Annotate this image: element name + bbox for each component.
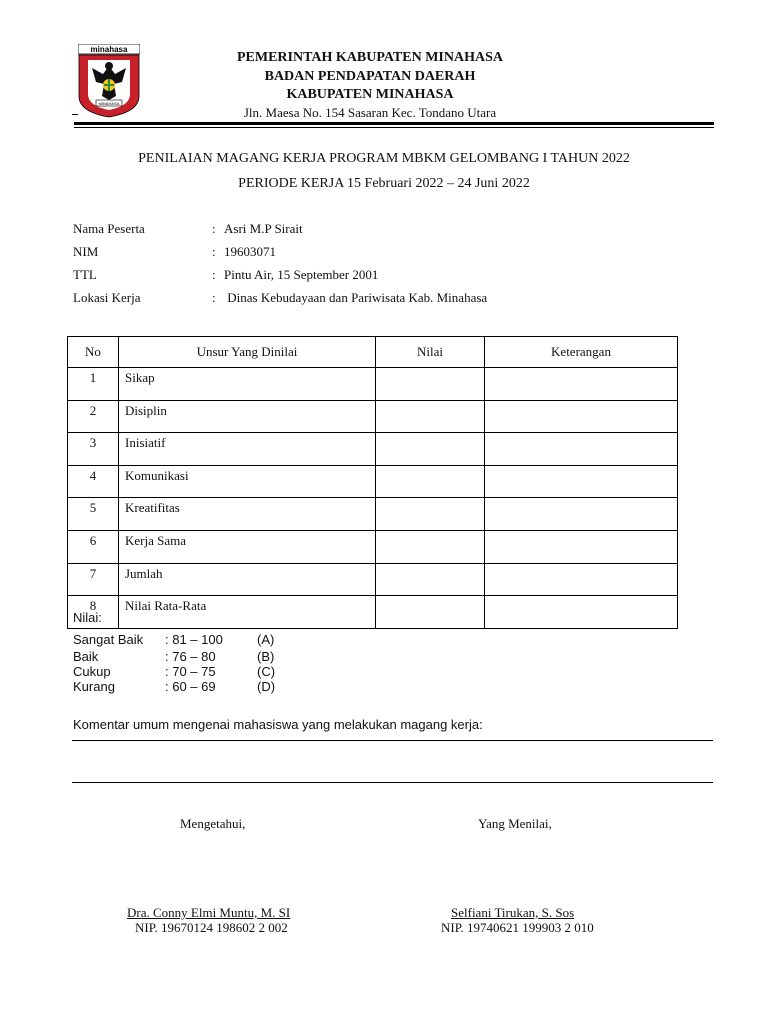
row-keterangan[interactable] — [485, 596, 678, 629]
logo-text: minahasa — [90, 45, 128, 54]
kop-line-3: KABUPATEN MINAHASA — [286, 87, 454, 102]
table-row — [68, 530, 678, 563]
letterhead-rule-thin — [74, 127, 714, 128]
row-keterangan[interactable] — [485, 465, 678, 498]
info-colon: : — [212, 221, 216, 236]
row-unsur: Kerja Sama — [119, 530, 376, 563]
row-keterangan[interactable] — [485, 530, 678, 563]
table-row — [68, 498, 678, 531]
comment-line-2[interactable] — [72, 782, 713, 783]
document-title: PENILAIAN MAGANG KERJA PROGRAM MBKM GELOMBANG I TAHUN 2022 — [138, 151, 630, 166]
table-row — [68, 465, 678, 498]
scale-heading: Nilai: — [73, 610, 102, 625]
scale-grade: (A) — [257, 632, 275, 647]
header-unsur: Unsur Yang Dinilai — [119, 337, 376, 368]
row-unsur: Nilai Rata-Rata — [119, 596, 376, 629]
row-no: 6 — [68, 530, 119, 563]
row-nilai[interactable] — [376, 498, 485, 531]
logo-banner: MINAHASA — [98, 101, 120, 106]
comment-label: Komentar umum mengenai mahasiswa yang melakukan magang kerja: — [73, 717, 483, 732]
header-nilai: Nilai — [376, 337, 485, 368]
header-no: No — [68, 337, 119, 368]
table-row — [68, 368, 678, 401]
row-unsur: Jumlah — [119, 563, 376, 596]
signature-right-name: Selfiani Tirukan, S. Sos — [451, 905, 575, 920]
scale-range: : 81 – 100 — [165, 632, 223, 647]
row-nilai[interactable] — [376, 368, 485, 401]
row-nilai[interactable] — [376, 563, 485, 596]
row-unsur: Disiplin — [119, 400, 376, 433]
row-keterangan[interactable] — [485, 400, 678, 433]
info-label-nama: Nama Peserta — [73, 221, 145, 236]
scale-range: : 76 – 80 — [165, 649, 216, 664]
row-keterangan[interactable] — [485, 563, 678, 596]
row-nilai[interactable] — [376, 400, 485, 433]
info-value-lokasi: Dinas Kebudayaan dan Pariwisata Kab. Minahasa — [224, 290, 488, 305]
row-nilai[interactable] — [376, 433, 485, 466]
signature-left-caption: Mengetahui, — [180, 816, 246, 831]
table-row — [68, 563, 678, 596]
info-label-ttl: TTL — [73, 267, 97, 282]
row-no: 3 — [68, 433, 119, 466]
minahasa-logo — [78, 44, 140, 118]
row-no: 5 — [68, 498, 119, 531]
info-value-nama: Asri M.P Sirait — [224, 221, 303, 236]
scale-label: Cukup — [73, 664, 111, 679]
row-no: 1 — [68, 368, 119, 401]
kop-address: Jln. Maesa No. 154 Sasaran Kec. Tondano Utara — [243, 105, 497, 120]
info-label-lokasi: Lokasi Kerja — [73, 290, 141, 305]
row-unsur: Komunikasi — [119, 465, 376, 498]
scale-label: Baik — [73, 649, 99, 664]
row-no: 7 — [68, 563, 119, 596]
row-unsur: Inisiatif — [119, 433, 376, 466]
signature-left-name: Dra. Conny Elmi Muntu, M. SI — [127, 905, 291, 920]
assessment-table — [67, 336, 678, 629]
table-row — [68, 400, 678, 433]
comment-line-1[interactable] — [72, 740, 713, 741]
scale-range: : 60 – 69 — [165, 679, 216, 694]
scale-grade: (D) — [257, 679, 276, 694]
letterhead-rule — [74, 122, 714, 125]
document-period: PERIODE KERJA 15 Februari 2022 – 24 Juni 2022 — [238, 176, 530, 191]
kop-line-1: PEMERINTAH KABUPATEN MINAHASA — [236, 50, 503, 65]
scale-label: Kurang — [73, 679, 115, 694]
row-no: 4 — [68, 465, 119, 498]
info-value-nim: 19603071 — [224, 244, 276, 259]
table-row — [68, 433, 678, 466]
row-unsur: Sikap — [119, 368, 376, 401]
signature-right-nip: NIP. 19740621 199903 2 010 — [441, 920, 594, 935]
row-nilai[interactable] — [376, 465, 485, 498]
row-no: 8 — [68, 596, 119, 629]
row-no: 2 — [68, 400, 119, 433]
info-colon: : — [212, 290, 216, 305]
row-keterangan[interactable] — [485, 433, 678, 466]
info-colon: : — [212, 244, 216, 259]
signature-left-nip: NIP. 19670124 198602 2 002 — [135, 920, 288, 935]
row-unsur: Kreatifitas — [119, 498, 376, 531]
signature-right-caption: Yang Menilai, — [478, 816, 552, 831]
kop-line-2: BADAN PENDAPATAN DAERAH — [264, 69, 476, 84]
scale-range: : 70 – 75 — [165, 664, 216, 679]
info-colon: : — [212, 267, 216, 282]
row-nilai[interactable] — [376, 530, 485, 563]
header-keterangan: Keterangan — [485, 337, 678, 368]
rule-mark — [72, 114, 78, 115]
scale-grade: (C) — [257, 664, 276, 679]
row-keterangan[interactable] — [485, 498, 678, 531]
table-header-row — [68, 337, 678, 368]
table-row — [68, 596, 678, 629]
scale-grade: (B) — [257, 649, 275, 664]
info-label-nim: NIM — [73, 244, 99, 259]
row-keterangan[interactable] — [485, 368, 678, 401]
row-nilai[interactable] — [376, 596, 485, 629]
scale-label: Sangat Baik — [73, 632, 144, 647]
info-value-ttl: Pintu Air, 15 September 2001 — [224, 267, 379, 282]
